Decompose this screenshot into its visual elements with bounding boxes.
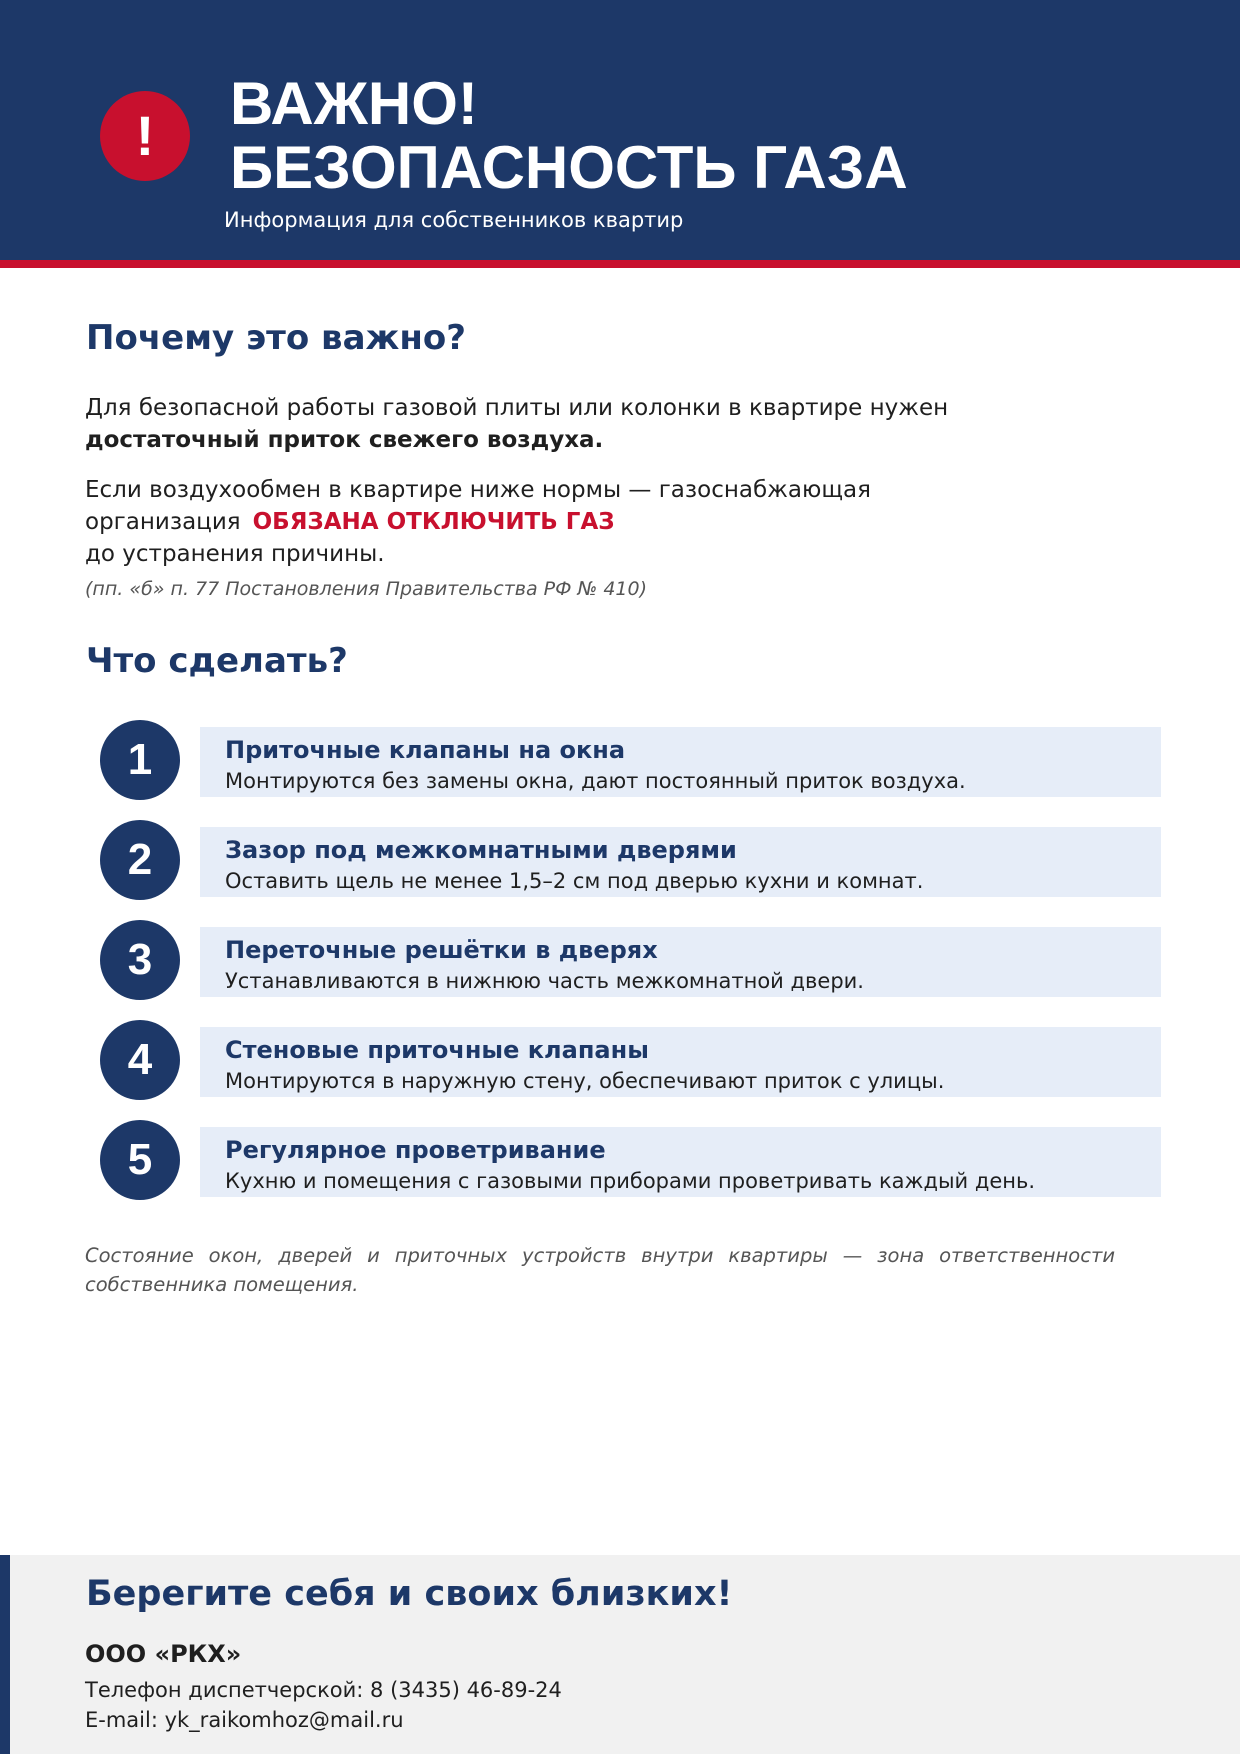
step-number-badge: 2 [100,820,180,900]
footer-accent-bar [0,1555,10,1754]
step-title: Переточные решётки в дверях [225,936,658,964]
step-item [0,1120,1240,1200]
why-paragraph-2 [85,474,985,570]
step-title: Стеновые приточные клапаны [225,1036,649,1064]
step-item [0,920,1240,1000]
why-paragraph-2-text: Если воздухообмен в квартире ниже нормы — газоснабжающая организация [85,477,871,535]
responsibility-note: Состояние окон, дверей и приточных устройств внутри квартиры — зона ответственности собственника помещения. [85,1244,1115,1296]
step-description: Монтируются без замены окна, дают постоянный приток воздуха. [225,769,966,793]
step-card [200,1027,1161,1097]
page-subtitle: Информация для собственников квартир [224,208,684,232]
why-paragraph-2-end: до устранения причины. [85,541,385,567]
step-card [200,827,1161,897]
why-paragraph-1-bold: достаточный приток свежего воздуха. [85,427,604,453]
step-description: Устанавливаются в нижнюю часть межкомнатной двери. [225,969,864,993]
step-description: Монтируются в наружную стену, обеспечивают приток с улицы. [225,1069,945,1093]
step-item [0,1020,1240,1100]
step-description: Оставить щель не менее 1,5–2 см под дверью кухни и комнат. [225,869,924,893]
step-title: Зазор под межкомнатными дверями [225,836,737,864]
footer [0,1555,1240,1754]
company-name: ООО «РКХ» [85,1640,242,1668]
step-number-badge: 1 [100,720,180,800]
footer-heading: Берегите себя и своих близких! [86,1574,733,1614]
page-title-line2: БЕЗОПАСНОСТЬ ГАЗА [230,134,908,201]
contact-email: E-mail: yk_raikomhoz@mail.ru [85,1708,404,1732]
section-heading-why: Почему это важно? [86,318,466,358]
step-number-badge: 4 [100,1020,180,1100]
legal-reference: (пп. «б» п. 77 Постановления Правительства РФ № 410) [85,578,648,600]
step-item [0,720,1240,800]
exclamation-icon: ! [100,91,190,181]
why-paragraph-1-text: Для безопасной работы газовой плиты или колонки в квартире нужен [85,395,949,421]
step-title: Приточные клапаны на окна [225,736,626,764]
why-paragraph-1 [85,392,985,456]
header-divider [0,260,1240,268]
step-card [200,1127,1161,1197]
header-banner [0,0,1240,260]
step-number-badge: 5 [100,1120,180,1200]
step-card [200,727,1161,797]
page-title-line1: ВАЖНО! [230,70,478,137]
step-description: Кухню и помещения с газовыми приборами проветривать каждый день. [225,1169,1036,1193]
step-card [200,927,1161,997]
dispatcher-phone: Телефон диспетчерской: 8 (3435) 46-89-24 [85,1678,562,1702]
section-heading-what: Что сделать? [86,641,348,681]
step-title: Регулярное проветривание [225,1136,606,1164]
warning-highlight: ОБЯЗАНА ОТКЛЮЧИТЬ ГАЗ [252,509,615,535]
step-number-badge: 3 [100,920,180,1000]
step-item [0,820,1240,900]
